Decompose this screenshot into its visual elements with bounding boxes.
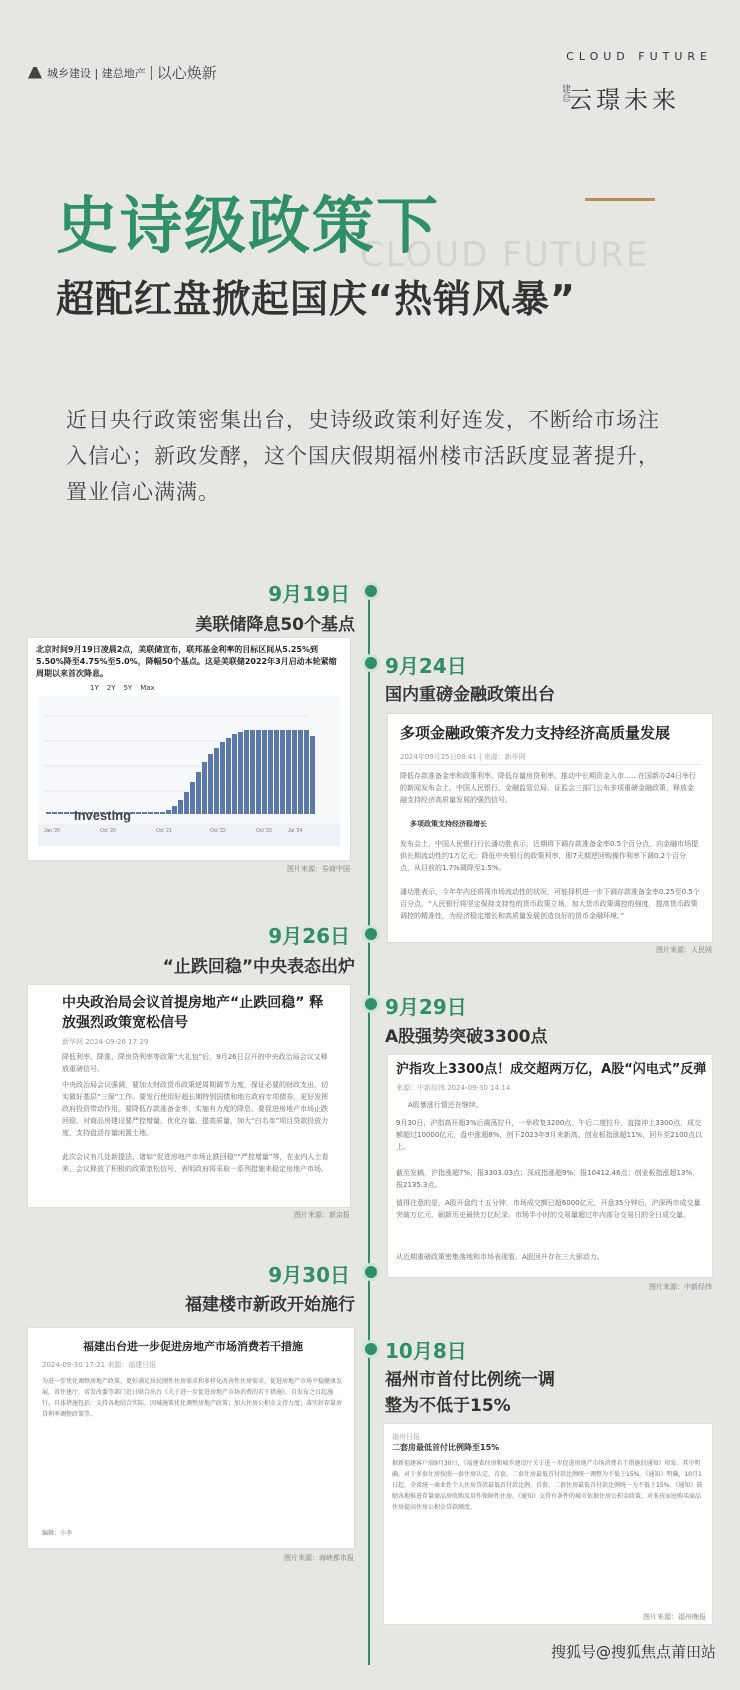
chart-bar: [250, 730, 255, 814]
x-label: Jul '24: [288, 828, 303, 834]
chart-bar: [244, 730, 249, 814]
x-label: Jan '20: [44, 828, 60, 834]
image-source: 图片来源：人民网: [656, 946, 712, 954]
image-source: 图片来源：中新经纬: [649, 1283, 712, 1291]
chart-bar: [280, 730, 285, 814]
card-headline: 福建出台进一步促进房地产市场消费若干措施: [83, 1340, 303, 1353]
chart-bar: [136, 812, 141, 814]
title-accent-line: [585, 198, 655, 201]
card-paragraph: 潘功胜表示，今年年内还将视市场流动性的状况，可能择机进一步下调存款准备金率0.25至0.5个百分点。“人民银行将坚定保持支持性的货币政策立场，加大货币政策调控的强度，提高货币政策调控的精准性，为经济稳定增长和高质量发展创造良好的货币金融环境。”: [400, 888, 700, 920]
politburo-news-card: [28, 985, 350, 1207]
chart-bar: [142, 812, 147, 814]
event-title: 国内重磅金融政策出台: [385, 685, 555, 705]
card-paragraph: 此次会议有几处新提法，诸如“促进房地产市场止跌回稳”“严控增量”等，在业内人士看来，会议释放了积极的政策宽松信号，表明政府将采取一系列措施来稳定房地产市场。: [62, 1153, 329, 1173]
chart-bar: [148, 812, 153, 814]
chart-bar: [220, 742, 225, 814]
event-date: 9月24日: [385, 654, 467, 678]
chart-bar: [172, 806, 177, 814]
event-date: 9月19日: [268, 582, 350, 606]
developer-logo-text: 城乡建设 | 建总地产: [47, 66, 146, 80]
event-date: 9月26日: [268, 924, 350, 948]
card-paragraph: 为进一步优化调整房地产政策，更好满足居民刚性住房需求和多样化改善性住房需求，促进房地产市场平稳健康发展，省住建厅、省发改委等部门近日联合出台《关于进一步促进房地产市场消费的若干措施》，自发布之日起施行。具体措施包括：支持各地结合实际，因城施策优化调整房地产政策；加大住房公积金支持力度；落实好存量房贷利率调整政策等。: [42, 1378, 343, 1418]
fed-news-card: [28, 638, 350, 860]
chart-bar: [190, 782, 195, 814]
chart-bar: [58, 812, 63, 814]
chart-bar: [262, 730, 267, 814]
chart-bar: [196, 772, 201, 814]
event-title: 福建楼市新政开始施行: [185, 1295, 355, 1315]
chart-bar: [268, 730, 273, 814]
chart-bar: [52, 812, 57, 814]
developer-logo-icon: [28, 67, 42, 79]
timeline-dot: [362, 654, 380, 672]
card-paragraph: 值得注意的是，A股开盘约十五分钟，市场成交额已超6000亿元，开盘35分钟后，沪深两市成交量突破万亿元，刷新历史最快万亿纪录。市场半小时的交易量超过年内部分交易日的全日成交量。: [396, 1199, 701, 1219]
chart-range-buttons: [90, 684, 155, 692]
card-meta: 2024年09月25日08:41 | 来源：新华网: [400, 753, 526, 761]
timeline-dot: [362, 582, 380, 600]
card-editor: 编辑：小李: [42, 1530, 73, 1537]
page-title: 史诗级政策下: [56, 189, 441, 262]
timeline-dot: [362, 995, 380, 1013]
event-date: 10月8日: [385, 1339, 467, 1363]
range-max-button[interactable]: Max: [140, 684, 155, 692]
range-1y-button[interactable]: 1Y: [90, 684, 99, 692]
chart-bar: [292, 730, 297, 814]
card-paragraph: 降低存款准备金率和政策利率、降低存量房贷利率、推动中长期资金入市……在国新办24日举行的新闻发布会上，中国人民银行、金融监管总局、证监会三部门公布多项重磅金融政策，释放金融支持经济高质量发展的强烈信号。: [400, 772, 696, 804]
card-meta: 来源：中新经纬 2024-09-30 14:14: [396, 1084, 511, 1092]
chart-bar: [286, 730, 291, 814]
chart-bar: [46, 812, 51, 814]
chart-bar: [208, 754, 213, 814]
image-source: 图片来源：券商中国: [287, 865, 350, 873]
image-source: 图片来源：福州晚报: [643, 1613, 706, 1621]
chart-bar: [304, 730, 309, 814]
page-subtitle: 超配红盘掀起国庆“热销风暴”: [56, 277, 576, 321]
timeline-dot: [362, 1340, 380, 1358]
card-paragraph: 中央政治局会议强调，要加大财政货币政策逆周期调节力度，保证必要的财政支出，切实做好基层“三保”工作。要发行使用好超长期特别国债和地方政府专项债券，更好发挥政府投资带动作用。要降低存款准备金率，实施有力度的降息。要促进房地产市场止跌回稳，对商品房建设要严控增量、优化存量、提高质量，加大“白名单”项目贷款投放力度，支持盘活存量闲置土地。: [62, 1081, 329, 1137]
chart-bar: [298, 730, 303, 814]
card-paragraph: 从近期重磅政策密集落地和市场表现看，A股回升存在三大驱动力。: [396, 1253, 604, 1261]
x-label: Oct '20: [100, 828, 116, 834]
chart-watermark: Investing: [74, 808, 132, 823]
event-date: 9月29日: [385, 995, 467, 1019]
chart-bar: [64, 812, 69, 814]
title-ghost-text: CLOUD FUTURE: [360, 235, 650, 275]
intro-paragraph: 近日央行政策密集出台，史诗级政策利好连发，不断给市场注入信心；新政发酵，这个国庆假期福州楼市活跃度显著提升，置业信心满满。: [66, 408, 660, 504]
project-logo-en: CLOUD FUTURE: [566, 50, 712, 63]
logo-divider: [151, 66, 152, 80]
card-meta: 福州日报: [392, 1433, 420, 1441]
event-title: 美联储降息50个基点: [195, 615, 355, 635]
chart-bar: [184, 792, 189, 814]
card-meta: 新华网 2024-09-26 17:29: [62, 1038, 149, 1046]
ashare-news-card: [388, 1055, 712, 1277]
chart-bar: [154, 812, 159, 814]
chart-bar: [178, 800, 183, 814]
fed-news-text: 北京时间9月19日凌晨2点，美联储宣布，联邦基金利率的目标区间从5.25%到5.50%降至4.75%至5.0%，降幅50个基点。这是美联储2022年3月启动本轮紧缩周期以来首次降息。: [36, 645, 337, 678]
event-date: 9月30日: [268, 1263, 350, 1287]
card-headline: 二套房最低首付比例降至15%: [392, 1443, 500, 1452]
chart-bar: [214, 748, 219, 814]
finance-news-card: [388, 714, 712, 942]
chart-bar: [160, 812, 165, 814]
card-headline: 多项金融政策齐发力支持经济高质量发展: [400, 724, 671, 742]
chart-bar: [226, 738, 231, 814]
chart-bar: [274, 730, 279, 814]
card-headline: 沪指攻上3300点！成交超两万亿，A股“闪电式”反弹: [396, 1062, 707, 1077]
card-paragraph: 据新福建客户端9月30日，《福建省住房和城乡建设厅关于进一步促进房地产市场消费若干措施的通知》印发。其中明确，对于多套住房按照一套住房认定，首套、二套住房最低首付款比例统一调整为不低于15%。《通知》明确，10月1日起，全省统一商业性个人住房贷款最低首付款比例，首套、二套住房最低首付款比例统一为不低于15%。《通知》鼓励各地推进存量商品房收购及用作保障性住房。《通知》支持有条件的城市依据住房公积金政策，对多孩家庭购买商品住房提高住房公积金贷款额度。: [392, 1460, 703, 1511]
project-logo-small: 建总: [560, 84, 570, 102]
chart-bar: [256, 730, 261, 814]
image-source: 图片来源：海峡都市报: [284, 1554, 354, 1562]
slogan-text: 以心焕新: [156, 64, 217, 82]
card-headline: 中央政治局会议首提房地产“止跌回稳” 释放强烈政策宽松信号: [62, 995, 324, 1031]
sohu-watermark: 搜狐号@搜狐焦点莆田站: [550, 1643, 716, 1661]
project-logo-cn: 云璟未来: [568, 86, 680, 114]
chart-bar: [166, 810, 171, 814]
x-label: Oct '23: [256, 828, 272, 834]
card-paragraph: 降低利率、降准、降房贷利率等政策“大礼包”后，9月26日召开的中央政治局会议又释放重磅信号。: [62, 1053, 328, 1073]
timeline-dot: [362, 1263, 380, 1281]
divider: [400, 764, 700, 765]
card-paragraph: 9月30日，沪指高开超3%后震荡拉升，一举收复3200点、午后二度拉升，直接冲上3300点，成交额超过10000亿元，盘中涨超8%，创下2023年9月来新高。创业板指涨超11%，回升至2100点以上。: [396, 1119, 703, 1151]
chart-bar: [238, 732, 243, 814]
event-title: A股强势突破3300点: [385, 1027, 548, 1047]
fuzhou-policy-card: [384, 1424, 712, 1624]
range-5y-button[interactable]: 5Y: [123, 684, 133, 692]
fujian-policy-card: [28, 1328, 354, 1548]
x-label: Oct '21: [156, 828, 172, 834]
event-title: 福州市首付比例统一调整为不低于15%: [385, 1370, 555, 1416]
card-paragraph: 发布会上，中国人民银行行长潘功胜表示，近期将下调存款准备金率0.5个百分点，向金融市场提供长期流动性约1万亿元；降低中央银行的政策利率，即7天期逆回购操作利率下调0.2个百分点，从目前的1.7%调降至1.5%。: [400, 840, 699, 872]
developer-logo: [28, 62, 217, 83]
image-source: 图片来源：新京报: [294, 1211, 350, 1219]
chart-bar: [232, 734, 237, 814]
card-meta: 2024-09-30 17:21 来源：福建日报: [42, 1361, 157, 1369]
timeline-dot: [362, 925, 380, 943]
timeline-line: [368, 590, 370, 1665]
chart-bar: [202, 762, 207, 814]
range-2y-button[interactable]: 2Y: [106, 684, 116, 692]
event-title: “止跌回稳”中央表态出炉: [162, 957, 355, 977]
card-paragraph: A股暴涨行情还在继续。: [408, 1101, 483, 1109]
x-label: Oct '22: [210, 828, 226, 834]
card-paragraph: 截至发稿，沪指涨超7%，报3303.03点；深成指涨超9%，报10412.46点；创业板指涨超13%，报2135.3点。: [396, 1169, 700, 1189]
fed-rate-chart: [38, 696, 340, 846]
chart-bar: [310, 736, 315, 814]
card-subheading: 多项政策支持经济稳增长: [410, 820, 487, 828]
